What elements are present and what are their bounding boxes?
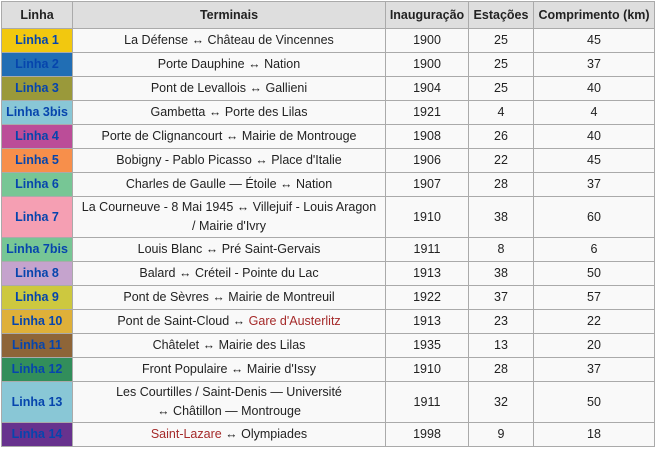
comprimento-cell: 37 [534, 173, 655, 197]
comprimento-cell: 50 [534, 262, 655, 286]
table-row [2, 262, 655, 286]
terminais-text: Bobigny - Pablo Picasso ↔ Place d'Italie [116, 153, 342, 167]
table-row [2, 286, 655, 310]
terminais-text: Châtelet ↔ Mairie des Lilas [152, 338, 306, 352]
table-row [2, 358, 655, 382]
terminais-cell [73, 334, 386, 358]
comprimento-cell: 6 [534, 238, 655, 262]
estacoes-cell: 38 [469, 262, 534, 286]
table-row [2, 382, 655, 423]
inauguracao-cell: 1911 [386, 238, 469, 262]
inauguracao-cell: 1900 [386, 53, 469, 77]
comprimento-cell: 57 [534, 286, 655, 310]
comprimento-cell: 60 [534, 197, 655, 238]
header-estacoes[interactable]: Estações [469, 2, 534, 29]
estacoes-cell: 28 [469, 358, 534, 382]
comprimento-cell: 37 [534, 53, 655, 77]
inauguracao-cell: 1906 [386, 149, 469, 173]
terminais-cell [73, 286, 386, 310]
inauguracao-cell: 1913 [386, 310, 469, 334]
line-name-link[interactable]: Linha 5 [2, 149, 73, 173]
line-name-link[interactable]: Linha 10 [2, 310, 73, 334]
estacoes-cell: 28 [469, 173, 534, 197]
terminais-cell [73, 125, 386, 149]
comprimento-cell: 50 [534, 382, 655, 423]
table-row [2, 197, 655, 238]
estacoes-cell: 23 [469, 310, 534, 334]
inauguracao-cell: 1907 [386, 173, 469, 197]
terminais-cell [73, 382, 386, 423]
line-name-link[interactable]: Linha 9 [2, 286, 73, 310]
estacoes-cell: 25 [469, 29, 534, 53]
terminais-text: Porte Dauphine ↔ Nation [157, 57, 301, 71]
line-name-link[interactable]: Linha 6 [2, 173, 73, 197]
terminais-text-line1: Les Courtilles / Saint-Denis — Université [116, 385, 342, 399]
terminais-cell [73, 29, 386, 53]
terminal-link[interactable]: Gare d'Austerlitz [248, 314, 341, 328]
line-name-link[interactable]: Linha 3 [2, 77, 73, 101]
line-name-link[interactable]: Linha 12 [2, 358, 73, 382]
comprimento-cell: 45 [534, 149, 655, 173]
terminais-text: Pont de Sèvres ↔ Mairie de Montreuil [123, 290, 335, 304]
terminais-cell [73, 262, 386, 286]
estacoes-cell: 38 [469, 197, 534, 238]
comprimento-cell: 37 [534, 358, 655, 382]
header-terminais[interactable]: Terminais [73, 2, 386, 29]
terminais-cell [73, 149, 386, 173]
estacoes-cell: 25 [469, 77, 534, 101]
table-row [2, 334, 655, 358]
terminais-text: Louis Blanc ↔ Pré Saint-Gervais [137, 242, 321, 256]
terminais-cell [73, 197, 386, 238]
terminais-text: Gambetta ↔ Porte des Lilas [150, 105, 308, 119]
estacoes-cell: 32 [469, 382, 534, 423]
inauguracao-cell: 1900 [386, 29, 469, 53]
line-name-link[interactable]: Linha 11 [2, 334, 73, 358]
table-row [2, 238, 655, 262]
inauguracao-cell: 1913 [386, 262, 469, 286]
header-comprimento[interactable]: Comprimento (km) [534, 2, 655, 29]
terminais-text: Pont de Levallois ↔ Gallieni [150, 81, 308, 95]
estacoes-cell: 25 [469, 53, 534, 77]
terminais-cell [73, 173, 386, 197]
terminais-cell [73, 238, 386, 262]
line-name-link[interactable]: Linha 7 [2, 197, 73, 238]
table-row [2, 29, 655, 53]
estacoes-cell: 37 [469, 286, 534, 310]
terminais-text: Balard ↔ Créteil - Pointe du Lac [139, 266, 319, 280]
comprimento-cell: 40 [534, 77, 655, 101]
line-name-link[interactable]: Linha 14 [2, 423, 73, 447]
terminais-cell [73, 423, 386, 447]
table-row [2, 423, 655, 447]
comprimento-cell: 4 [534, 101, 655, 125]
inauguracao-cell: 1911 [386, 382, 469, 423]
metro-lines-table [1, 1, 655, 447]
terminais-text: La Défense ↔ Château de Vincennes [124, 33, 334, 47]
comprimento-cell: 20 [534, 334, 655, 358]
comprimento-cell: 22 [534, 310, 655, 334]
table-row [2, 173, 655, 197]
terminais-text: ↔ Olympiades [221, 427, 308, 441]
inauguracao-cell: 1998 [386, 423, 469, 447]
terminais-text-line2: / Mairie d'Ivry [192, 219, 266, 233]
terminais-cell [73, 101, 386, 125]
terminal-link[interactable]: Saint-Lazare [150, 427, 222, 441]
line-name-link[interactable]: Linha 3bis [2, 101, 73, 125]
table-row [2, 125, 655, 149]
header-inauguracao[interactable]: Inauguração [386, 2, 469, 29]
table-row [2, 101, 655, 125]
header-row [2, 2, 655, 29]
terminais-cell [73, 310, 386, 334]
comprimento-cell: 18 [534, 423, 655, 447]
inauguracao-cell: 1935 [386, 334, 469, 358]
table-row [2, 149, 655, 173]
line-name-link[interactable]: Linha 7bis [2, 238, 73, 262]
terminais-text: Pont de Saint-Cloud ↔ [117, 314, 249, 328]
estacoes-cell: 22 [469, 149, 534, 173]
terminais-text-line1: La Courneuve - 8 Mai 1945 ↔ Villejuif - Louis Aragon [81, 200, 377, 214]
header-linha[interactable]: Linha [2, 2, 73, 29]
line-name-link[interactable]: Linha 1 [2, 29, 73, 53]
terminais-cell [73, 77, 386, 101]
terminais-text: Charles de Gaulle — Étoile ↔ Nation [125, 177, 333, 191]
line-name-link[interactable]: Linha 4 [2, 125, 73, 149]
inauguracao-cell: 1910 [386, 358, 469, 382]
comprimento-cell: 45 [534, 29, 655, 53]
estacoes-cell: 8 [469, 238, 534, 262]
table-row [2, 77, 655, 101]
terminais-cell [73, 358, 386, 382]
estacoes-cell: 9 [469, 423, 534, 447]
line-name-link[interactable]: Linha 8 [2, 262, 73, 286]
inauguracao-cell: 1904 [386, 77, 469, 101]
estacoes-cell: 4 [469, 101, 534, 125]
inauguracao-cell: 1910 [386, 197, 469, 238]
terminais-text: Front Populaire ↔ Mairie d'Issy [142, 362, 316, 376]
inauguracao-cell: 1908 [386, 125, 469, 149]
table-row [2, 310, 655, 334]
inauguracao-cell: 1921 [386, 101, 469, 125]
table-row [2, 53, 655, 77]
terminais-text-line2: ↔ Châtillon — Montrouge [157, 404, 301, 418]
estacoes-cell: 13 [469, 334, 534, 358]
line-name-link[interactable]: Linha 13 [2, 382, 73, 423]
terminais-text: Porte de Clignancourt ↔ Mairie de Montrouge [101, 129, 357, 143]
terminais-cell [73, 53, 386, 77]
comprimento-cell: 40 [534, 125, 655, 149]
line-name-link[interactable]: Linha 2 [2, 53, 73, 77]
inauguracao-cell: 1922 [386, 286, 469, 310]
estacoes-cell: 26 [469, 125, 534, 149]
